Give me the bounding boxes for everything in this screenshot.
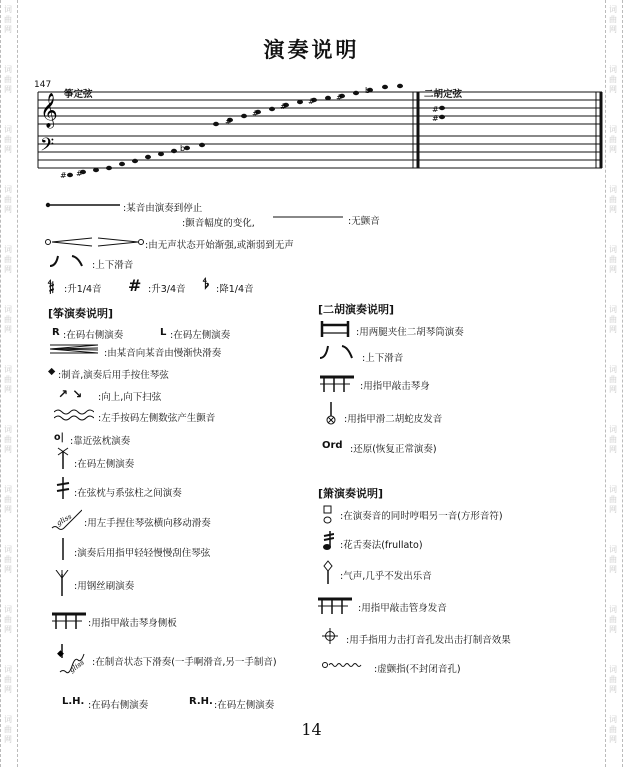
general-stop-text: :某音由演奏到停止 [123, 203, 203, 214]
erhu-slide-icon [318, 344, 358, 360]
xiao-knock-text: :用指甲敲击管身发音 [358, 603, 447, 614]
zheng-l-label: L [160, 327, 167, 338]
erhu-slide-text: :上下滑音 [362, 353, 404, 364]
air-tone-icon [322, 560, 334, 584]
damped-gliss-icon [56, 644, 90, 674]
svg-text:b: b [180, 144, 186, 153]
zheng-lh-label: L.H. [62, 696, 85, 707]
zheng-rh-text: :在码左侧演奏 [214, 700, 275, 711]
watermark-glyphs: 词 曲 网 [4, 65, 12, 94]
left-of-bridge-icon [56, 447, 70, 469]
three-quarter-sharp-text: :升3/4音 [148, 284, 186, 295]
watermark-glyphs: 词 曲 网 [4, 485, 12, 514]
cresc-decresc-icon [44, 236, 144, 248]
xiao-heading: [箫演奏说明] [318, 487, 384, 500]
zheng-strum-text: :向上,向下扫弦 [98, 392, 162, 403]
watermark-glyphs: 词 曲 网 [609, 5, 617, 34]
no-vibrato-line-icon [273, 213, 345, 221]
damp-diamond-icon: ◆ [48, 366, 56, 377]
general-cresc-text: :由无声状态开始渐强,或渐弱到无声 [145, 240, 294, 251]
three-quarter-sharp-icon: # [128, 276, 142, 295]
svg-text:◆: ◆ [57, 649, 64, 659]
watermark-glyphs: 词 曲 网 [4, 715, 12, 744]
quarter-flat-text: :降1/4音 [216, 284, 254, 295]
erhu-clamp-text: :用两腿夹住二胡琴筒演奏 [356, 327, 464, 338]
erhu-tuning-label: 二胡定弦 [424, 89, 463, 100]
erhu-knock-icon [320, 374, 354, 392]
fermata-line-icon [44, 200, 122, 210]
quarter-sharp-icon: 𝄲 [48, 279, 55, 294]
watermark-glyphs: 词 曲 网 [609, 245, 617, 274]
general-vibrato-text: :颤音幅度的变化, [182, 218, 255, 229]
general-no-vibrato-text: :无颤音 [348, 216, 380, 227]
watermark-glyphs: 词 曲 网 [609, 305, 617, 334]
snake-skin-icon [324, 402, 338, 426]
svg-text:#: # [432, 114, 439, 123]
watermark-glyphs: 词 曲 网 [4, 425, 12, 454]
zheng-lh-text: :在码右侧演奏 [88, 700, 149, 711]
zheng-left-of-bridge-text: :在码左侧演奏 [74, 459, 135, 470]
svg-text:#: # [308, 97, 315, 106]
svg-text:#: # [432, 105, 439, 114]
xiao-open-vibrato-text: :虚颤指(不封闭音孔) [374, 664, 461, 675]
watermark-glyphs: 词 曲 网 [609, 65, 617, 94]
zheng-rh-label: R.H. [189, 696, 213, 707]
watermark-glyphs: 词 曲 网 [4, 245, 12, 274]
watermark-glyphs: 词 曲 网 [4, 305, 12, 334]
erhu-snake-skin-text: :用指甲滑二胡蛇皮发音 [344, 414, 443, 425]
watermark-glyphs: 词 曲 网 [609, 365, 617, 394]
erhu-ord-text: :还原(恢复正常演奏) [350, 444, 437, 455]
svg-text:#: # [76, 169, 83, 178]
watermark-glyphs: 词 曲 网 [609, 665, 617, 694]
quarter-flat-icon: 𝄳 [203, 277, 210, 292]
zheng-tuning-label: 筝定弦 [64, 89, 93, 100]
slide-up-down-icon [48, 254, 88, 268]
zheng-l-text: :在码左侧演奏 [170, 330, 231, 341]
xiao-knock-icon [318, 596, 352, 614]
legs-clamp-icon [320, 321, 350, 337]
watermark-glyphs: 词 曲 网 [609, 545, 617, 574]
zheng-between-pegs-text: :在弦枕与系弦柱之间演奏 [74, 488, 182, 499]
zheng-nail-scrape-text: :演奏后用指甲轻轻慢慢刮住琴弦 [74, 548, 211, 559]
svg-text:b: b [365, 86, 371, 95]
open-vibrato-icon [322, 660, 372, 670]
erhu-heading: [二胡演奏说明] [318, 303, 395, 316]
zheng-pinch-gliss-text: :用左手捏住琴弦横向移动滑奏 [84, 518, 211, 529]
svg-text:gliss: gliss [67, 658, 86, 674]
quarter-sharp-text: :升1/4音 [64, 284, 102, 295]
zheng-near-bridge-text: :靠近弦枕演奏 [70, 436, 131, 447]
watermark-glyphs: 词 曲 网 [4, 5, 12, 34]
svg-text:#: # [252, 109, 259, 118]
strum-up-down-icon: ↗ ↘ [58, 387, 83, 401]
xiao-air-tone-text: :气声,几乎不发出乐音 [340, 571, 432, 582]
accelerating-glissando-icon [50, 343, 100, 355]
xiao-flutter-text: :花舌奏法(frullato) [340, 540, 423, 551]
general-slide-text: :上下滑音 [92, 260, 134, 271]
near-bridge-icon: o| [54, 432, 64, 443]
svg-text:#: # [336, 93, 343, 102]
watermark-glyphs: 词 曲 网 [4, 185, 12, 214]
svg-text:#: # [60, 171, 67, 180]
svg-text:#: # [280, 102, 287, 111]
flutter-tongue-icon [322, 531, 334, 551]
wavy-tremolo-icon [54, 408, 94, 422]
svg-text:𝄞: 𝄞 [40, 93, 58, 128]
erhu-ord-label: Ord [322, 440, 343, 451]
gliss-pinch-icon [50, 508, 82, 530]
zheng-wire-brush-text: :用钢丝刷演奏 [74, 581, 135, 592]
measure-number: 147 [34, 80, 52, 90]
wire-brush-icon [54, 570, 70, 596]
watermark-glyphs: 词 曲 网 [609, 125, 617, 154]
zheng-r-label: R [52, 327, 60, 338]
page-title: 演奏说明 [263, 37, 360, 62]
watermark-glyphs: 词 曲 网 [609, 425, 617, 454]
between-pegs-icon [56, 477, 70, 499]
watermark-glyphs: 词 曲 网 [609, 185, 617, 214]
xiao-hum-text: :在演奏音的同时哼唱另一音(方形音符) [340, 511, 503, 522]
watermark-glyphs: 词 曲 网 [4, 605, 12, 634]
zheng-gliss-text: :由某音向某音由慢渐快滑奏 [104, 348, 222, 359]
watermark-glyphs: 词 曲 网 [4, 665, 12, 694]
music-score [30, 78, 605, 186]
page-number: 14 [301, 720, 322, 739]
zheng-damped-gliss-text: :在制音状态下滑奏(一手啊滑音,另一手制音) [92, 657, 277, 668]
zheng-knock-text: :用指甲敲击琴身侧板 [88, 618, 177, 629]
watermark-glyphs: 词 曲 网 [609, 715, 617, 744]
svg-text:#: # [225, 117, 232, 126]
zheng-damp-text: :制音,演奏后用手按住琴弦 [58, 370, 169, 381]
nail-scrape-icon [60, 538, 66, 560]
hum-note-icon [322, 505, 334, 525]
xiao-slap-text: :用手指用力击打音孔发出击打制音效果 [346, 635, 511, 646]
watermark-glyphs: 词 曲 网 [4, 125, 12, 154]
watermark-glyphs: 词 曲 网 [4, 365, 12, 394]
svg-text:gliss: gliss [55, 512, 74, 528]
zheng-vibrato-text: :左手按码左侧数弦产生颤音 [98, 413, 216, 424]
watermark-glyphs: 词 曲 网 [609, 485, 617, 514]
svg-text:𝄢: 𝄢 [40, 135, 55, 160]
zheng-heading: [筝演奏说明] [48, 307, 114, 320]
watermark-glyphs: 词 曲 网 [4, 545, 12, 574]
knock-body-icon [52, 611, 86, 629]
finger-slap-icon [322, 628, 338, 644]
watermark-glyphs: 词 曲 网 [609, 605, 617, 634]
zheng-r-text: :在码右侧演奏 [63, 330, 124, 341]
erhu-knock-text: :用指甲敲击琴身 [360, 381, 430, 392]
